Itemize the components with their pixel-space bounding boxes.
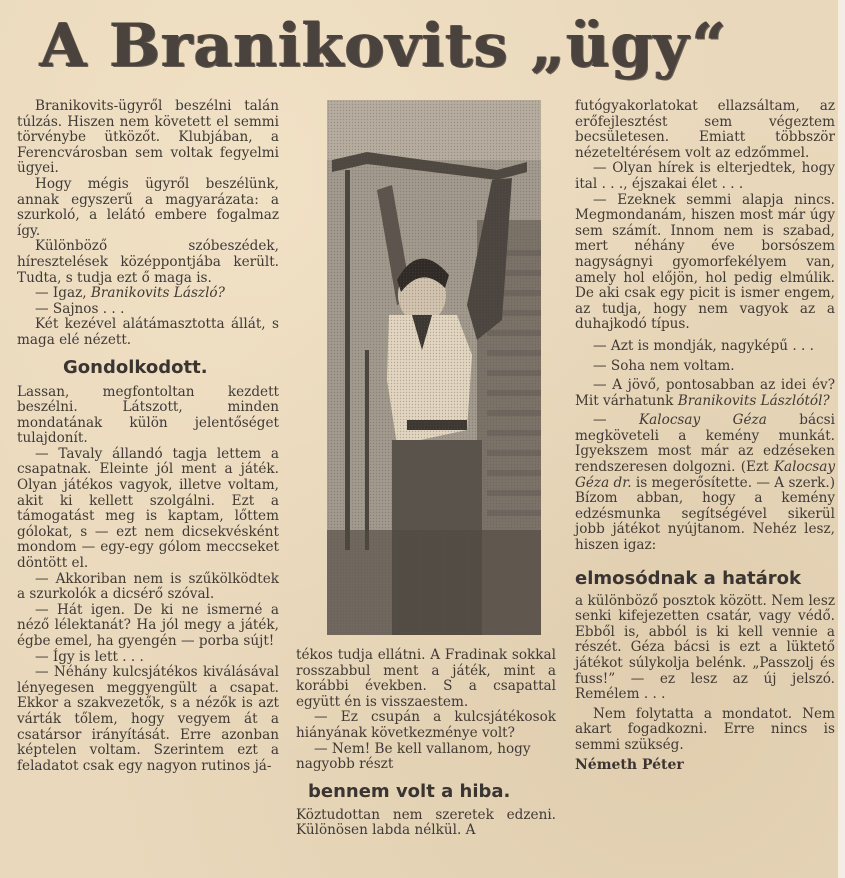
- paragraph: a különböző posztok között. Nem lesz senki kifejezetten csatár, vagy védő. Ebből is, abból is ki kell vennie a részét. Géza bácsi is ezt a lüktető játékot súlykolja belénk. „Passzolj és fuss!” — ez lesz az új jelszó. Remélem . . .: [575, 592, 835, 703]
- author-byline: Németh Péter: [575, 756, 684, 773]
- paragraph: — Azt is mondják, nagyképű . . .: [593, 337, 814, 354]
- paragraph: — Néhány kulcsjátékos kiválásával lényegesen meggyengült a csapat. Ekkor a szakvezetők, s a nézők is azt várták tőlem, hogy vegyem át a csatársor irányítását. Erre azonban képtelen voltam. Szerintem ezt a feladatot csak egy nagyon rutinos já-: [17, 664, 279, 774]
- paragraph: [575, 378, 835, 409]
- text: bácsi megköveteli a kemény munkát. Igyekszem most már az edzéseken rendszeresen dolgozni. (Ezt: [575, 412, 835, 476]
- middle-column: [296, 648, 556, 839]
- paragraph: — Sajnos . . .: [35, 300, 125, 317]
- paragraph: — Ezeknek semmi alapja nincs. Megmondanám, hiszen most már úgy sem számít. Innom nem is szabad, mert néhány éve borsószem nagyságnyi gyomorfekélyem van, amely hol előjön, hol pedig elmúlik. De aki csak egy picit is ismer engem, az tudja, hogy nem vagyok az a duhajkodó típus.: [575, 191, 835, 333]
- paragraph: tékos tudja ellátni. A Fradinak sokkal rosszabbul ment a játék, mint a korábbi években. S a csapattal együtt én is visszaestem.: [296, 647, 556, 710]
- paragraph: [17, 286, 279, 302]
- paragraph: — Ez csupán a kulcsjátékosok hiányának következménye volt?: [296, 709, 556, 741]
- photo-player-hanging-from-bar: [327, 100, 541, 635]
- paragraph: Lassan, megfontoltan kezdett beszélni. Látszott, minden mondatának külön jelentőséget tulajdonít.: [17, 383, 279, 447]
- paragraph: futógyakorlatokat ellazsáltam, az erőfejlesztést sem végeztem becsületesen. Emiatt többször nézeteltérésem volt az edzőmmel.: [575, 98, 835, 161]
- text: is megerősítette. — A szerk.) Bízom abban, hogy a kemény edzésmunka segítségével sikerül jobb játékot nyújtanom. Nehéz lesz, hiszen igaz:: [575, 474, 835, 554]
- photo-image: [327, 100, 541, 635]
- paragraph: [575, 413, 835, 553]
- paragraph: Különböző szóbeszédek, híresztelések középpontjába került. Tudta, s tudja ezt ő maga is.: [17, 238, 279, 286]
- paragraph: — Nem! Be kell vallanom, hogy nagyobb részt: [296, 740, 531, 773]
- article-title: A Branikovits „ügy“: [40, 11, 728, 81]
- subheading: elmosódnak a határok: [575, 567, 802, 589]
- text: —: [593, 412, 640, 429]
- paragraph: — Így is lett . . .: [35, 648, 144, 665]
- paragraph: — Akkoriban nem is szűkölködtek a szurkolók a dicsérő szóval.: [17, 570, 279, 603]
- italic-name: Branikovits Lászlótól?: [677, 392, 830, 409]
- italic-name: Kalocsay Géza: [639, 412, 767, 429]
- text: — A jövő, pontosabban az idei év? Mit várhatunk: [575, 377, 835, 409]
- paragraph: — Soha nem voltam.: [593, 357, 735, 374]
- paragraph: Hogy mégis ügyről beszélünk, annak egyszerű a magyarázata: a szurkoló, a lelátó embere fogalmaz így.: [17, 175, 279, 239]
- italic-name: Branikovits László?: [90, 285, 225, 302]
- subheading: bennem volt a hiba.: [308, 780, 511, 802]
- italic-name: Kalocsay Géza dr.: [575, 459, 835, 491]
- right-column: [575, 99, 835, 773]
- subheading: Gondolkodott.: [63, 356, 208, 378]
- left-column: [17, 99, 279, 774]
- paragraph: Branikovits-ügyről beszélni talán túlzás. Hiszen nem követett el semmi törvénybe ütközőt. Klubjában, a Ferencvárosban sem voltak fegyelmi ügyei.: [17, 98, 279, 177]
- paragraph: — Tavaly állandó tagja lettem a csapatnak. Eleinte jól ment a játék. Olyan játékos vagyok, illetve voltam, akit ki kellett szolgálni. Ezt a támogatást meg is kaptam, lőttem gólokat, s — ezt nem dicsekvésként mondom — egy-egy gólom meccseket döntött el.: [17, 445, 279, 572]
- paragraph: Két kezével alátámasztotta állát, s maga elé nézett.: [17, 316, 279, 348]
- paragraph: Nem folytatta a mondatot. Nem akart fogadkozni. Erre nincs is semmi szükség.: [575, 705, 835, 753]
- paragraph: Köztudottan nem szeretek edzeni. Különösen labda nélkül. A: [296, 806, 556, 839]
- paragraph: — Olyan hírek is elterjedtek, hogy ital . . ., éjszakai élet . . .: [575, 160, 835, 192]
- text: — Igaz,: [35, 285, 91, 302]
- paragraph: — Hát igen. De ki ne ismerné a néző lélektanát? Ha jól megy a játék, égbe emel, ha gyengén — porba sújt!: [17, 601, 279, 649]
